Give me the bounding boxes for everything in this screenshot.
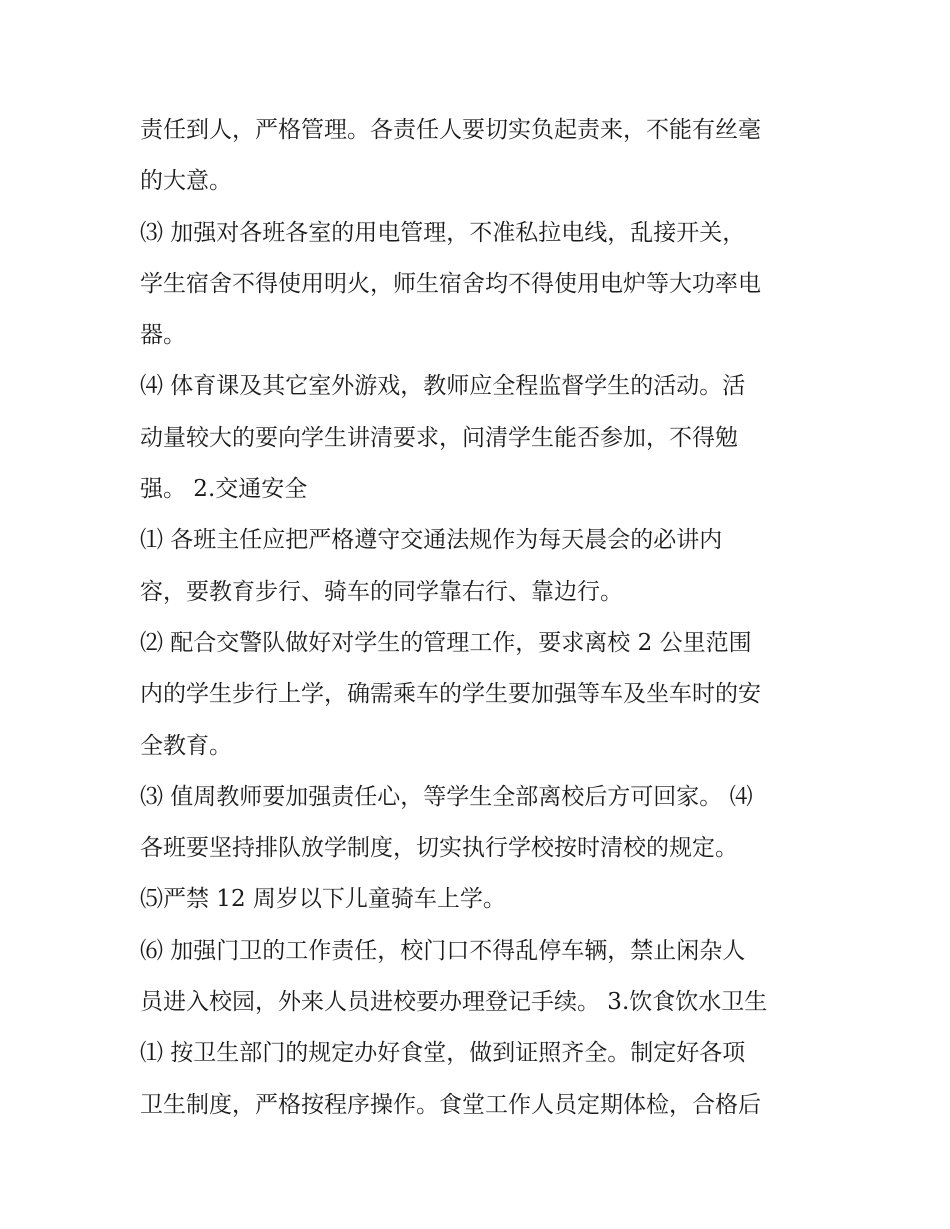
text-line: ⑹ 加强门卫的工作责任，校门口不得乱停车辆，禁止闲杂人 <box>140 937 746 964</box>
text-line: ⑸严禁 12 周岁以下儿童骑车上学。 <box>140 886 506 913</box>
text-line: 学生宿舍不得使用明火，师生宿舍均不得使用电炉等大功率电 <box>140 270 761 297</box>
text-line: ⑷ 体育课及其它室外游戏，教师应全程监督学生的活动。活 <box>140 373 746 400</box>
text-line: 器。 <box>140 322 186 349</box>
text-line: ⑶ 值周教师要加强责任心，等学生全部离校后方可回家。 ⑷ <box>140 783 753 810</box>
text-line: 强。 2.交通安全 <box>140 476 308 503</box>
text-line: 内的学生步行上学，确需乘车的学生要加强等车及坐车时的安 <box>140 681 761 708</box>
text-line: 动量较大的要向学生讲清要求，问清学生能否参加，不得勉 <box>140 424 738 451</box>
document-body <box>140 108 820 1134</box>
text-line: ⑴ 按卫生部门的规定办好食堂，做到证照齐全。制定好各项 <box>140 1040 746 1067</box>
text-line: 全教育。 <box>140 732 232 759</box>
text-line: 卫生制度，严格按程序操作。食堂工作人员定期体检，合格后 <box>140 1091 761 1118</box>
text-line: ⑵ 配合交警队做好对学生的管理工作，要求离校 2 公里范围 <box>140 629 752 656</box>
text-line: ⑶ 加强对各班各室的用电管理，不准私拉电线，乱接开关， <box>140 219 746 246</box>
text-line: ⑴ 各班主任应把严格遵守交通法规作为每天晨会的必讲内 <box>140 527 723 554</box>
text-line: 容，要教育步行、骑车的同学靠右行、靠边行。 <box>140 578 623 605</box>
text-line: 员进入校园，外来人员进校要办理登记手续。 3.饮食饮水卫生 <box>140 989 768 1016</box>
text-line: 的大意。 <box>140 168 232 195</box>
text-line: 责任到人，严格管理。各责任人要切实负起责来，不能有丝毫 <box>140 117 761 143</box>
text-line: 各班要坚持排队放学制度，切实执行学校按时清校的规定。 <box>140 835 738 862</box>
